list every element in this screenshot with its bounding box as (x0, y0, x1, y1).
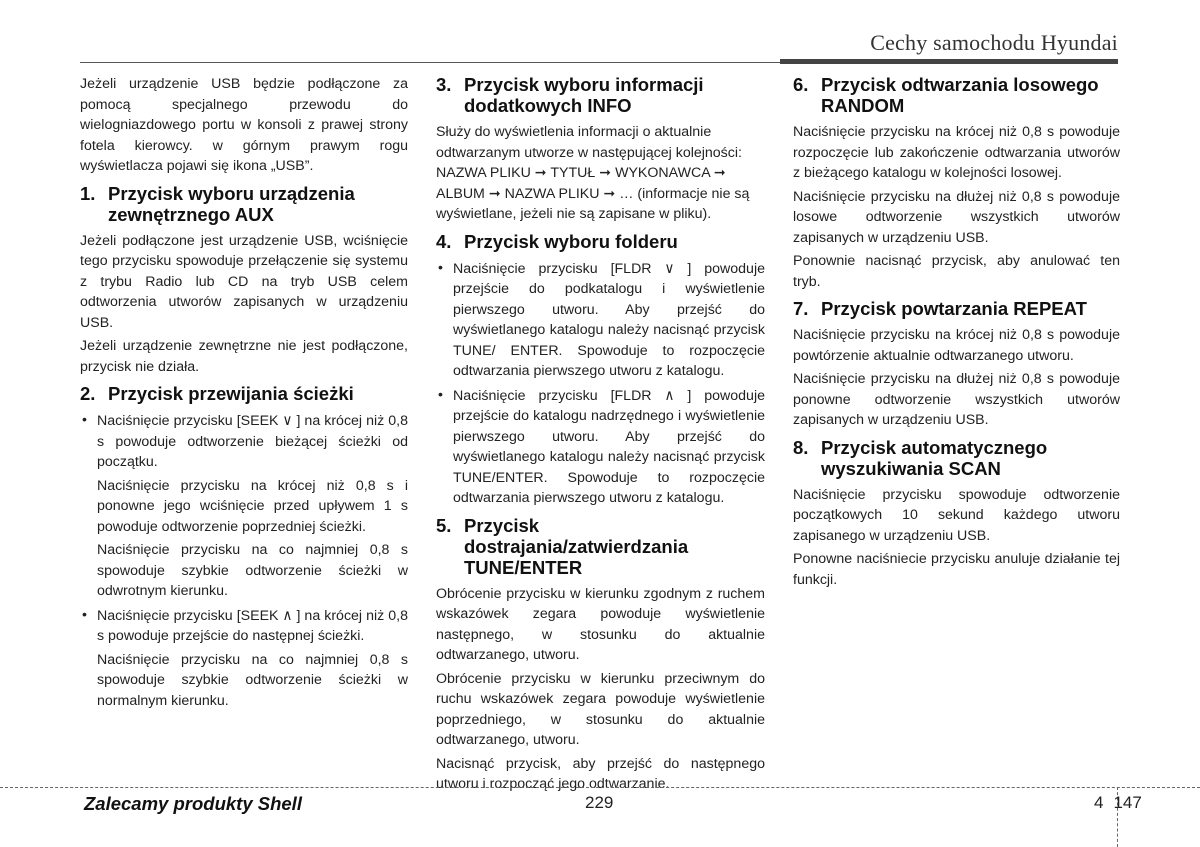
usb-intro-paragraph: Jeżeli urządzenie USB będzie podłączone za pomocą specjalnego przewodu do wielogniazdowego portu w konsoli z prawej strony fotela kierowcy. w górnym prawym rogu wyświetlacza pojawi się ikona „USB”. (80, 76, 408, 174)
text-run: Naciśnięcie przycisku [SEEK (97, 413, 279, 429)
section-title: Przycisk wyboru informacji dodatkowych INFO (464, 74, 704, 116)
paragraph: Naciśnięcie przycisku na krócej niż 0,8 s i ponowne jego wciśnięcie przed upływem 1 s powoduje odtworzenie poprzedniej ścieżki. (97, 477, 408, 535)
chevron-up-icon: ∧ (282, 605, 293, 624)
section-number: 4. (436, 230, 452, 252)
text-run: ] na krócej niż 0,8 s powoduje odtworzenie bieżącej ścieżki od początku. (97, 413, 408, 470)
section-6-heading (793, 74, 1120, 116)
paragraph: Jeżeli urządzenie zewnętrzne nie jest podłączone, przycisk nie działa. (80, 338, 408, 375)
section-title: Przycisk dostrajania/zatwierdzania TUNE/ENTER (464, 514, 689, 578)
section-7-heading (793, 298, 1120, 319)
footer-slogan: Zalecamy produkty Shell (84, 793, 302, 814)
section-title: Przycisk powtarzania REPEAT (821, 298, 1087, 319)
section-2-heading (80, 383, 408, 404)
paragraph (453, 385, 765, 509)
section-title: Przycisk wyboru folderu (464, 230, 678, 252)
folder-bullet-list (436, 258, 765, 509)
paragraph: Jeżeli podłączone jest urządzenie USB, wciśnięcie tego przycisku spowoduje przełączenie się systemu z trybu Radio lub CD na tryb USB celem odtworzenia utworów zapisanych w urządzeniu USB. (80, 232, 408, 331)
section-number: 3. (436, 74, 452, 95)
paragraph: Naciśnięcie przycisku na krócej niż 0,8 s powoduje rozpoczęcie lub zakończenie odtwarzania utworów z bieżącego katalogu w kolejności losowej. (793, 124, 1120, 181)
section-4-heading (436, 231, 765, 252)
section-number: 1. (80, 182, 96, 204)
page-header-title: Cechy samochodu Hyundai (870, 30, 1118, 55)
list-item (80, 605, 408, 712)
section-number: 2. (80, 383, 96, 404)
section-number: 8. (793, 436, 809, 458)
header-accent-bar (780, 59, 1118, 64)
footer-divider (0, 787, 1200, 788)
paragraph: Naciśnięcie przycisku na dłużej niż 0,8 s powoduje ponowne odtworzenie wszystkich utworów zapisanych w urządzeniu USB. (793, 371, 1120, 428)
paragraph (97, 410, 408, 473)
chapter-number: 4 (1094, 793, 1104, 812)
paragraph: Obrócenie przycisku w kierunku zgodnym z ruchem wskazówek zegara powoduje wyświetlenie następnego, w stosunku do aktualnie odtwarzanego, utworu. (436, 585, 765, 663)
paragraph: Naciśnięcie przycisku na krócej niż 0,8 s powoduje powtórzenie aktualnie odtwarzanego utworu. (793, 327, 1120, 364)
text-run: ] na krócej niż 0,8 s powoduje przejście do następnej ścieżki. (97, 607, 408, 644)
text-run: ] powoduje przejście do podkatalogu i wyświetlenie pierwszego utworu. Aby przejść do wyświetlanego katalogu należy nacisnąć przycisk TUNE/ ENTER. Spowoduje to rozpoczęcie odtwarzania pierwszego utworu z katalogu. (453, 260, 765, 379)
text-run: Naciśnięcie przycisku [FLDR (453, 260, 652, 277)
section-title: Przycisk odtwarzania losowego RANDOM (821, 74, 1099, 116)
paragraph: Naciśnięcie przycisku na dłużej niż 0,8 s powoduje losowe odtworzenie wszystkich utworów zapisanych w urządzeniu USB. (793, 188, 1120, 246)
column-left (80, 74, 408, 714)
column-middle (436, 74, 765, 798)
paragraph: Naciśnięcie przycisku spowoduje odtworzenie początkowych 10 sekund każdego utworu zapisanego w urządzeniu USB. (793, 486, 1120, 544)
list-item (436, 385, 765, 509)
section-3-heading (436, 74, 765, 116)
section-5-heading (436, 515, 765, 578)
list-item (80, 410, 408, 602)
paragraph: Obrócenie przycisku w kierunku przeciwnym do ruchu wskazówek zegara powoduje wyświetlenie poprzedniego, w stosunku do aktualnie odtwarzanego, utworu. (436, 670, 765, 748)
paragraph: Służy do wyświetlenia informacji o aktualnie odtwarzanym utworze w następującej kolejności: NAZWA PLIKU ➞ TYTUŁ ➞ WYKONAWCA ➞ ALBUM ➞ NAZWA PLIKU ➞ … (informacje nie są wyświetlane, jeżeli nie są zapisane w pliku). (436, 124, 750, 222)
seek-bullet-list (80, 410, 408, 711)
chevron-down-icon: ∨ (664, 258, 675, 277)
section-number: 6. (793, 74, 809, 95)
chevron-up-icon: ∧ (664, 385, 675, 404)
paragraph (97, 605, 408, 647)
page-number: 147 (1113, 793, 1142, 812)
text-run: Naciśnięcie przycisku [SEEK (97, 607, 279, 624)
section-8-heading (793, 437, 1120, 479)
paragraph: Ponownie nacisnąć przycisk, aby anulować ten tryb. (793, 253, 1120, 290)
section-title: Przycisk automatycznego wyszukiwania SCAN (821, 436, 1048, 479)
section-1-heading (80, 183, 408, 225)
chevron-down-icon: ∨ (282, 411, 293, 429)
section-title: Przycisk wyboru urządzenia zewnętrznego AUX (108, 182, 355, 225)
list-item (436, 258, 765, 382)
paragraph: Naciśnięcie przycisku na co najmniej 0,8 s spowoduje szybkie odtworzenie ścieżki w odwrotnym kierunku. (97, 542, 408, 599)
paragraph: Naciśnięcie przycisku na co najmniej 0,8 s spowoduje szybkie odtworzenie ścieżki w normalnym kierunku. (97, 651, 408, 709)
paragraph: Ponowne naciśniecie przycisku anuluje działanie tej funkcji. (793, 551, 1120, 588)
section-number: 5. (436, 514, 452, 536)
section-number: 7. (793, 298, 809, 319)
column-right (793, 74, 1120, 593)
paragraph: Nacisnąć przycisk, aby przejść do następnego utworu i rozpocząć jego odtwarzanie. (436, 755, 765, 792)
footer-sheet-number: 229 (585, 793, 614, 812)
text-run: ] powoduje przejście do katalogu nadrzędnego i wyświetlenie pierwszego utworu. Aby przejść do wyświetlanego katalogu należy nacisnąć przycisk TUNE/ENTER. Spowoduje to rozpoczęcie odtwarzania pierwszego utworu z katalogu. (453, 387, 765, 506)
section-title: Przycisk przewijania ścieżki (108, 383, 354, 404)
text-run: Naciśnięcie przycisku [FLDR (453, 387, 652, 404)
footer-page-number (1094, 793, 1142, 813)
paragraph (453, 258, 765, 382)
